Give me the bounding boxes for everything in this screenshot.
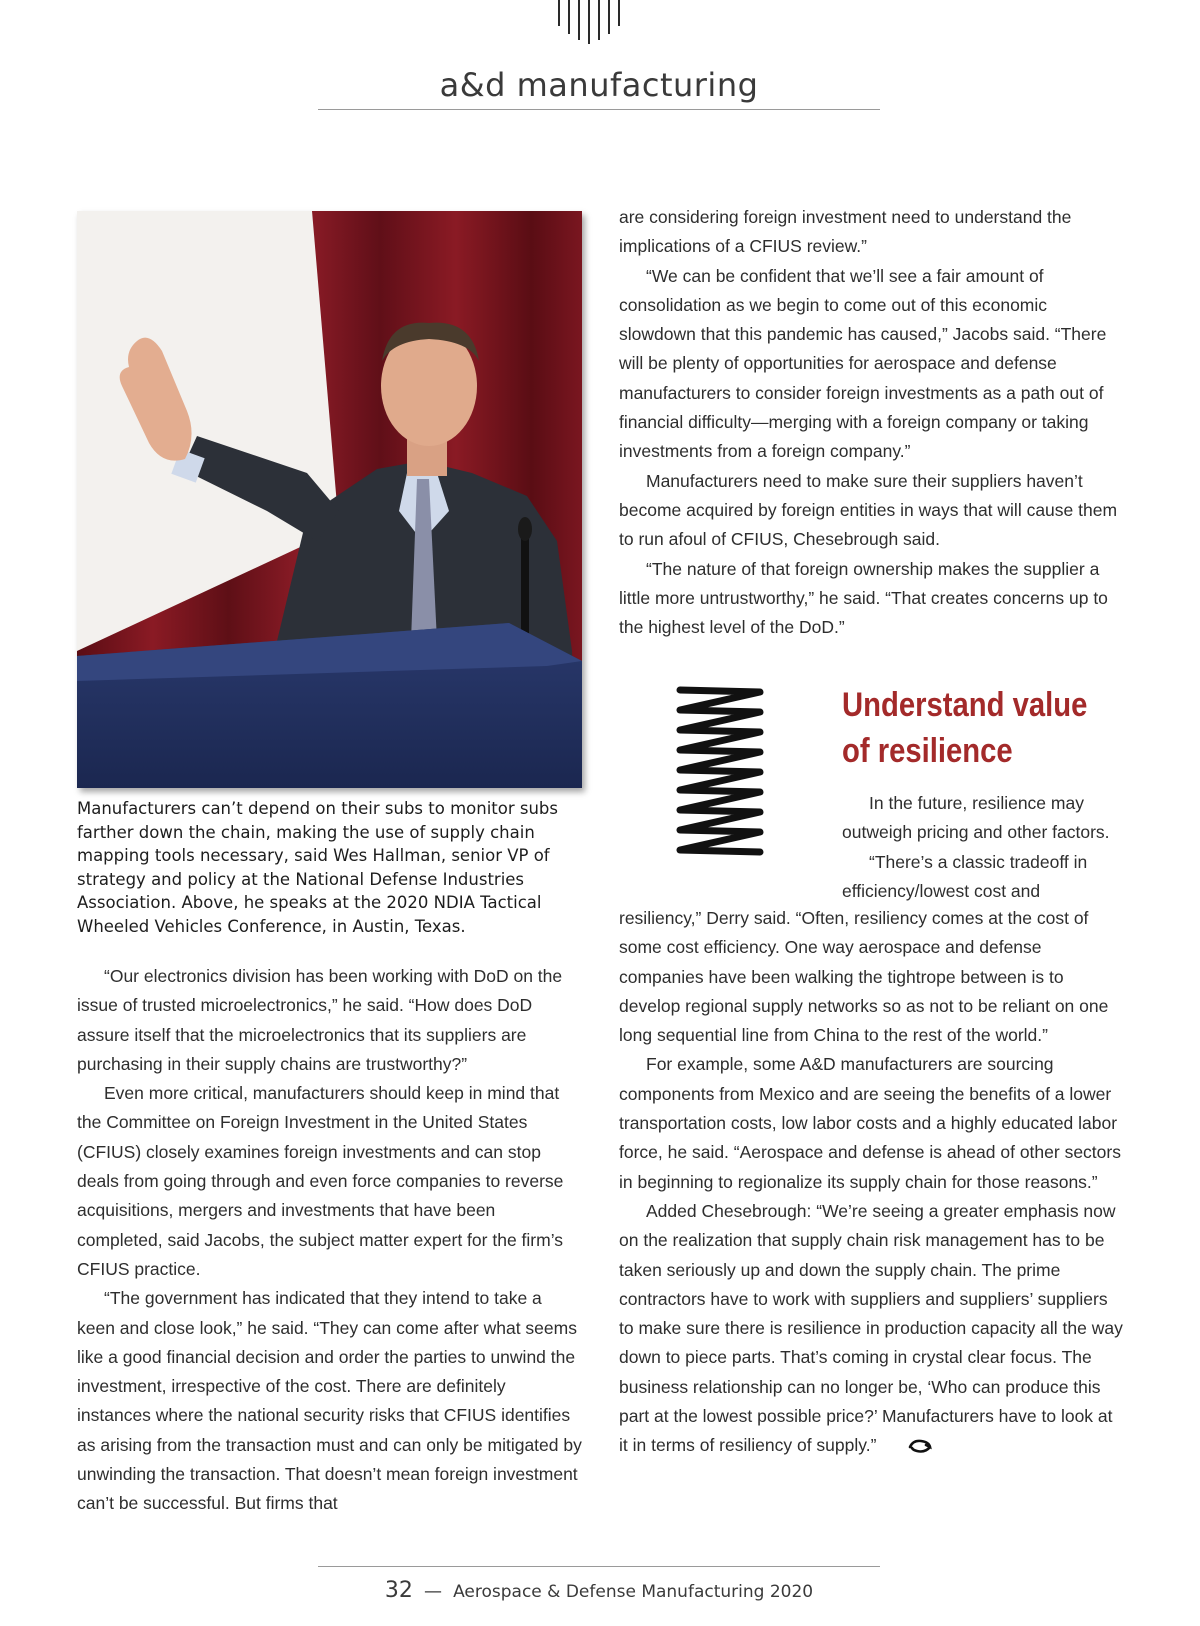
paragraph: “The government has indicated that they intend to take a keen and close look,” he said. “They can come after what seems like a good financial decision and order the parties to unwind the investment, irrespective of the cost. There are definitely instances where the national security risks that CFIUS identifies as arising from the transaction must and can only be mitigated by unwinding the transaction. That doesn’t mean foreign investment can’t be successful. But firms that (77, 1288, 582, 1514)
paragraph: are considering foreign investment need to understand the implications of a CFIUS review.” (619, 207, 1072, 257)
spring-icon (620, 672, 838, 900)
paragraph (619, 1197, 1124, 1464)
section-title: a&d manufacturing (439, 66, 759, 104)
left-column (77, 962, 582, 1519)
paragraph: For example, some A&D manufacturers are sourcing components from Mexico and are seeing the benefits of a lower transportation costs, low labor costs and a highly educated labor force, he said. “Aerospace and defense is ahead of other sectors in beginning to regionalize its supply chain for those reasons.” (619, 1054, 1121, 1192)
footer-separator: — (424, 1581, 442, 1602)
section-intro (842, 789, 1132, 906)
heading-line: Understand value (842, 686, 1088, 724)
paragraph: “We can be confident that we’ll see a fair amount of consolidation as we begin to come out of this economic slowdown that this pandemic has caused,” Jacobs said. “There will be plenty of opportunities for aerospace and defense manufacturers to consider foreign investments as a path out of financial difficulty—merging with a foreign company or taking investments from a foreign company.” (619, 265, 1107, 462)
paragraph: Manufacturers need to make sure their suppliers haven’t become acquired by foreign entities in ways that will cause them to run afoul of CFIUS, Chesebrough said. (619, 470, 1118, 550)
publication-name: Aerospace & Defense Manufacturing 2020 (453, 1582, 814, 1602)
page-footer (318, 1578, 880, 1603)
caption-text: Manufacturers can’t depend on their subs to monitor subs farther down the chain, making the use of supply chain mapping tools necessary, said Wes Hallman, senior VP of strategy and policy at the National Defense Industries Association. Above, he speaks at the 2020 NDIA Tactical Wheeled Vehicles Conference, in Austin, Texas. (77, 799, 558, 936)
footer-divider (318, 1566, 880, 1567)
right-column-top (619, 203, 1124, 642)
page-number: 32 (384, 1578, 413, 1603)
right-column-bottom (619, 904, 1124, 1464)
photo-caption (77, 797, 587, 938)
speaker-photo (77, 211, 582, 788)
paragraph: “Our electronics division has been working with DoD on the issue of trusted microelectronics,” he said. “How does DoD assure itself that the microelectronics that its suppliers are purchasing in their supply chains are trustworthy?” (77, 966, 563, 1074)
paragraph: In the future, resilience may outweigh pricing and other factors. (842, 793, 1110, 843)
decorative-lines-icon (557, 0, 647, 46)
paragraph: “There’s a classic tradeoff in efficiency/lowest cost and (842, 851, 1088, 901)
paragraph: “The nature of that foreign ownership makes the supplier a little more untrustworthy,” he said. “That creates concerns up to the highest level of the DoD.” (619, 558, 1108, 638)
end-mark-icon (880, 1434, 933, 1463)
heading-line: of resilience (842, 732, 1013, 770)
header-divider (318, 109, 880, 110)
paragraph: resiliency,” Derry said. “Often, resiliency comes at the cost of some cost efficiency. One way aerospace and defense companies have been walking the tightrope between is to develop regional supply networks so as not to be reliant on one long sequential line from China to the rest of the world.” (619, 908, 1109, 1046)
paragraph-text: Added Chesebrough: “We’re seeing a greater emphasis now on the realization that supply chain risk management has to be taken seriously up and down the supply chain. The prime contractors have to work with suppliers and suppliers’ suppliers to make sure there is resilience in production capacity all the way down to piece parts. That’s coming in crystal clear focus. The business relationship can no longer be, ‘Who can produce this part at the lowest possible price?’ Manufacturers have to look at it in terms of resiliency of supply.” (619, 1200, 1123, 1456)
paragraph: Even more critical, manufacturers should keep in mind that the Committee on Foreign Investment in the United States (CFIUS) closely examines foreign investments and can stop deals from going through and even force companies to reverse acquisitions, mergers and investments that have been completed, said Jacobs, the subject matter expert for the firm’s CFIUS practice. (77, 1083, 564, 1279)
section-heading (842, 682, 1100, 774)
